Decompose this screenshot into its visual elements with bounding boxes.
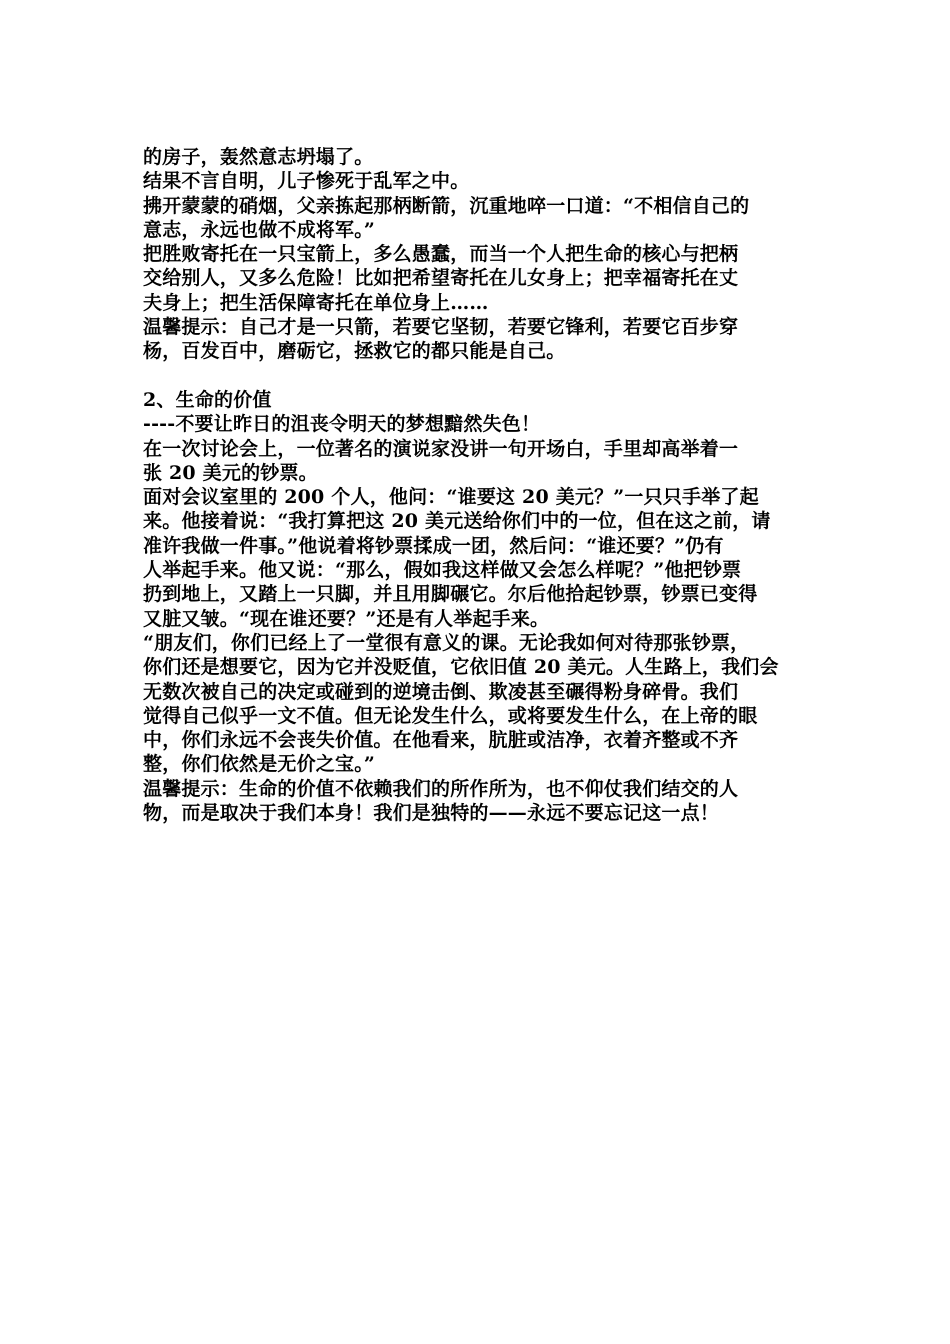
- text-line: 在一次讨论会上，一位著名的演说家没讲一句开场白，手里却高举着一: [143, 437, 739, 460]
- text-line: 准许我做一件事。”他说着将钞票揉成一团，然后问：“谁还要？”仍有: [143, 534, 724, 557]
- text-line: 又脏又皱。“现在谁还要？”还是有人举起手来。: [143, 607, 550, 630]
- tip-line: 温馨提示：生命的价值不依赖我们的所作所为，也不仰仗我们结交的人: [143, 777, 739, 800]
- section-subtitle: ----不要让昨日的沮丧令明天的梦想黯然失色！: [143, 413, 541, 436]
- text-line: 拂开蒙蒙的硝烟，父亲拣起那柄断箭，沉重地啐一口道：“不相信自己的: [143, 194, 750, 217]
- document-body: [143, 145, 813, 825]
- text-line: 意志，永远也做不成将军。”: [143, 218, 376, 241]
- text-line: 交给别人，又多么危险！比如把希望寄托在儿女身上；把幸福寄托在丈: [143, 267, 739, 290]
- tip-line: 杨，百发百中，磨砺它，拯救它的都只能是自己。: [143, 340, 566, 363]
- blank-line: [143, 364, 813, 388]
- tip-line: 温馨提示：自己才是一只箭，若要它坚韧，若要它锋利，若要它百步穿: [143, 316, 739, 339]
- text-line: 张 20 美元的钞票。: [143, 461, 318, 484]
- tip-line: 物，而是取决于我们本身！我们是独特的——永远不要忘记这一点！: [143, 802, 720, 825]
- text-line: 夫身上；把生活保障寄托在单位身上……: [143, 291, 489, 314]
- text-line: 把胜败寄托在一只宝箭上，多么愚蠢，而当一个人把生命的核心与把柄: [143, 243, 739, 266]
- text-line: 整，你们依然是无价之宝。”: [143, 753, 376, 776]
- text-line: 结果不言自明，儿子惨死于乱军之中。: [143, 170, 470, 193]
- text-line: 中，你们永远不会丧失价值。在他看来，肮脏或洁净，衣着齐整或不齐: [143, 729, 739, 752]
- text-line: 来。他接着说：“我打算把这 20 美元送给你们中的一位，但在这之前，请: [143, 510, 771, 533]
- section-heading: 2、生命的价值: [143, 388, 272, 411]
- text-line: “朋友们，你们已经上了一堂很有意义的课。无论我如何对待那张钞票，: [143, 631, 750, 654]
- text-line: 的房子，轰然意志坍塌了。: [143, 146, 374, 168]
- text-line: 觉得自己似乎一文不值。但无论发生什么，或将要发生什么，在上帝的眼: [143, 704, 758, 727]
- text-line: 扔到地上，又踏上一只脚，并且用脚碾它。尔后他拾起钞票，钞票已变得: [143, 583, 758, 606]
- text-line: 无数次被自己的决定或碰到的逆境击倒、欺凌甚至碾得粉身碎骨。我们: [143, 680, 739, 703]
- text-line: 你们还是想要它，因为它并没贬值，它依旧值 20 美元。人生路上，我们会: [143, 656, 779, 679]
- text-line: 面对会议室里的 200 个人，他问：“谁要这 20 美元？”一只只手举了起: [143, 486, 759, 509]
- text-line: 人举起手来。他又说：“那么，假如我这样做又会怎么样呢？”他把钞票: [143, 559, 742, 582]
